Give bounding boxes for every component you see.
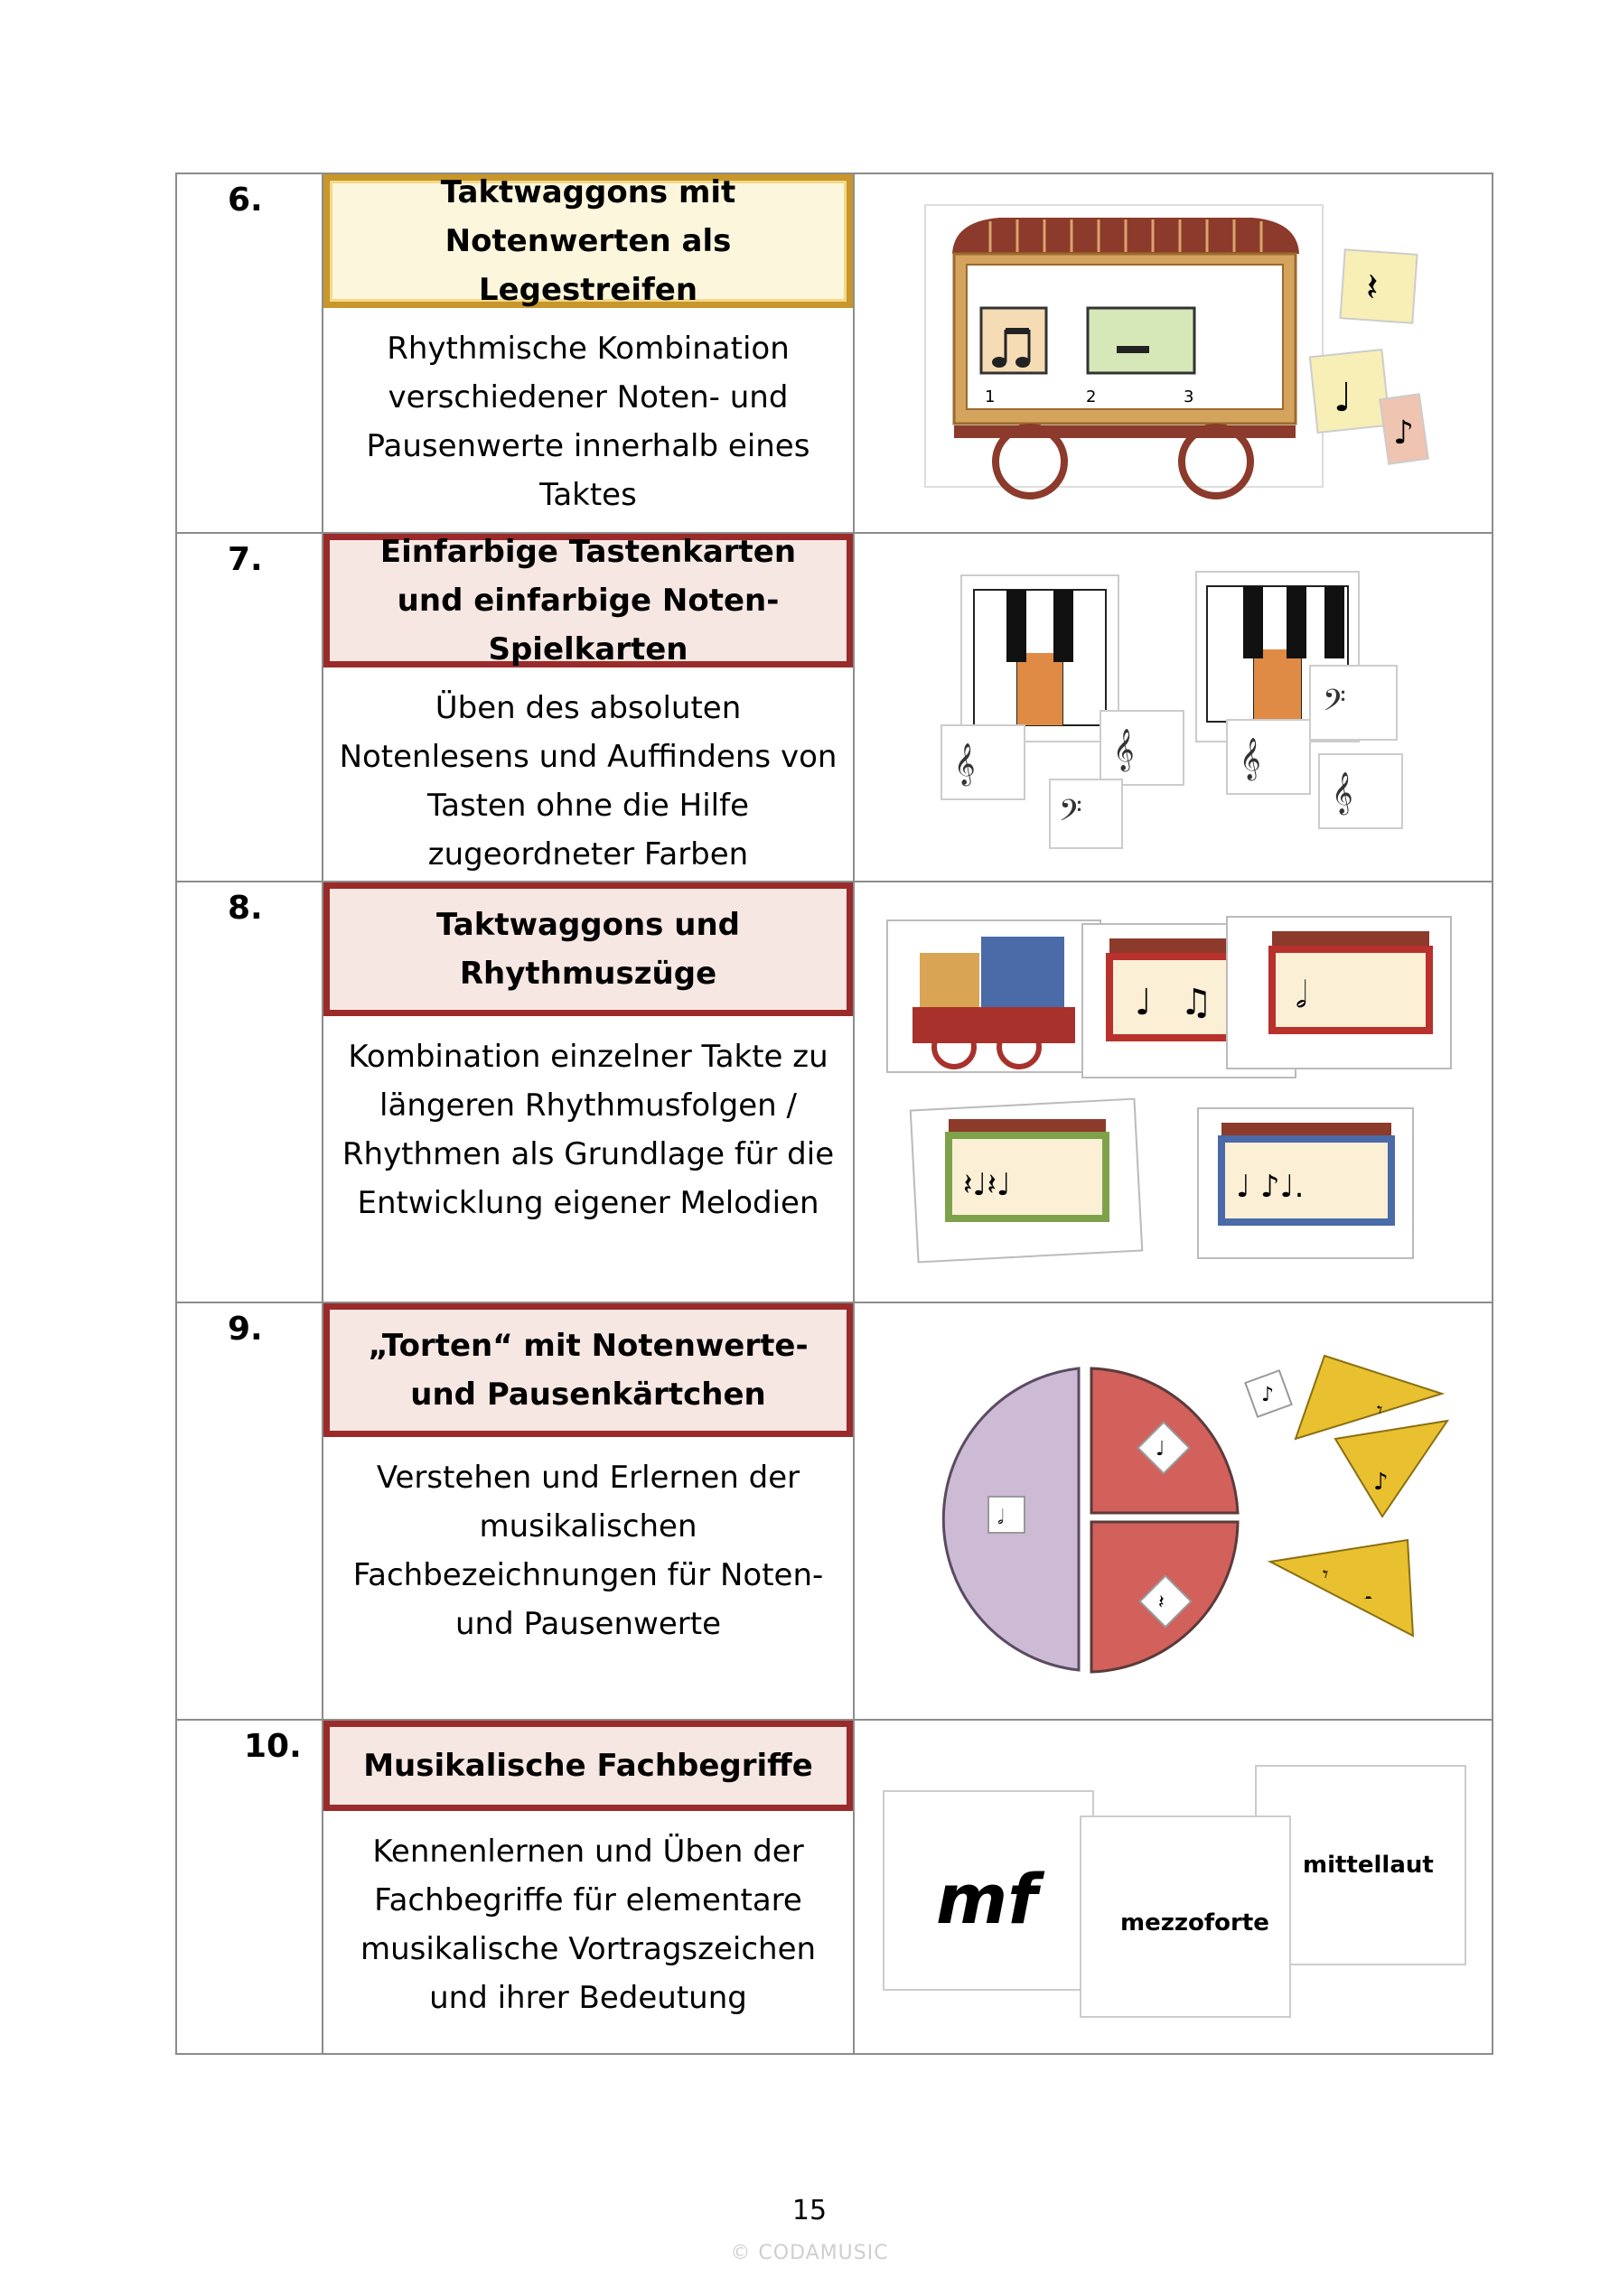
quarter-note-icon: ♩	[1135, 982, 1152, 1023]
row-number: 10.	[244, 1728, 302, 1765]
bass-clef-icon: 𝄢	[1059, 794, 1082, 835]
material-title: Musikalische Fachbegriffe	[323, 1721, 853, 1811]
material-title: Taktwaggons und Rhythmuszüge	[323, 882, 853, 1016]
dynamics-cards-illustration	[855, 1721, 1492, 2049]
material-description: Kennenlernen und Üben der Fachbegriffe für elementare musikalische Vortragszeichen und ihrer Bedeutung	[360, 1834, 817, 2016]
eighth-note-icon: ♪	[1373, 1469, 1389, 1496]
keyboard-cards-illustration	[855, 534, 1492, 877]
material-title: Einfarbige Tastenkarten und einfarbige Noten-Spielkarten	[323, 534, 853, 667]
material-description: Rhythmische Kombination verschiedener Noten- und Pausenwerte innerhalb eines Taktes	[366, 331, 810, 513]
treble-clef-icon: 𝄞	[1240, 738, 1261, 779]
quarter-rest-icon: 𝄽	[1158, 1591, 1165, 1614]
bass-clef-icon: 𝄢	[1323, 684, 1346, 725]
note-value-cake-illustration	[855, 1303, 1492, 1715]
material-description: Kombination einzelner Takte zu längeren Rhythmusfolgen / Rhythmen als Grundlage für die Entwicklung eigener Melodien	[342, 1039, 835, 1221]
material-title: Taktwaggons mit Notenwerten als Legestreifen	[323, 174, 853, 308]
beat-label: 3	[1184, 387, 1194, 406]
rhythm-pattern-icon: ♩ ♪♩.	[1236, 1169, 1305, 1205]
table-row	[176, 173, 1493, 533]
treble-clef-icon: 𝄞	[1113, 729, 1135, 770]
table-row	[176, 533, 1493, 882]
beamed-eighths-icon: ♫	[1180, 982, 1212, 1023]
treble-clef-icon: 𝄞	[954, 743, 976, 785]
beat-label: 2	[1086, 387, 1097, 406]
row-number: 6.	[228, 182, 263, 219]
row-number: 9.	[228, 1311, 263, 1348]
treble-clef-icon: 𝄞	[1332, 772, 1353, 814]
dynamics-card-text: mittellaut	[1303, 1852, 1434, 1879]
half-rest-icon: 𝄼	[1364, 1587, 1373, 1612]
dynamics-card-text: mf	[936, 1859, 1038, 1939]
half-note-icon: 𝅗𝅥	[1296, 975, 1307, 1016]
material-title: „Torten“ mit Notenwerte- und Pausenkärtchen	[323, 1303, 853, 1437]
beat-label: 1	[985, 387, 996, 406]
eighth-note-icon: ♪	[1261, 1384, 1275, 1406]
overview-table	[175, 173, 1493, 2055]
material-description: Verstehen und Erlernen der musikalischen Fachbezeichnungen für Noten- und Pausenwerte	[352, 1460, 824, 1642]
table-row	[176, 882, 1493, 1302]
row-number: 8.	[228, 890, 263, 927]
row-number: 7.	[228, 541, 263, 578]
eighth-note-icon: ♪	[1393, 415, 1414, 452]
copyright-notice: © CODAMUSIC	[730, 2242, 889, 2264]
quarter-note-icon: ♩	[1156, 1438, 1165, 1461]
dynamics-card-text: mezzoforte	[1120, 1909, 1269, 1937]
eighth-rest-icon: 𝄾	[1323, 1562, 1329, 1587]
half-note-icon: 𝅗𝅥	[997, 1507, 1004, 1529]
table-row	[176, 1302, 1493, 1720]
rhythm-train-illustration	[855, 882, 1492, 1298]
quarter-rest-icon: 𝄽	[1366, 265, 1379, 311]
table-row	[176, 1720, 1493, 2054]
material-description: Üben des absoluten Notenlesens und Auffindens von Tasten ohne die Hilfe zugeordneter Farben	[339, 690, 838, 873]
rhythm-pattern-icon: 𝄽♩𝄽♩	[963, 1167, 1011, 1203]
eighth-rest-icon: 𝄾	[1377, 1397, 1383, 1423]
quarter-note-icon: ♩	[1334, 375, 1352, 421]
page-number: 15	[791, 2195, 828, 2226]
wagon-illustration	[855, 174, 1492, 528]
